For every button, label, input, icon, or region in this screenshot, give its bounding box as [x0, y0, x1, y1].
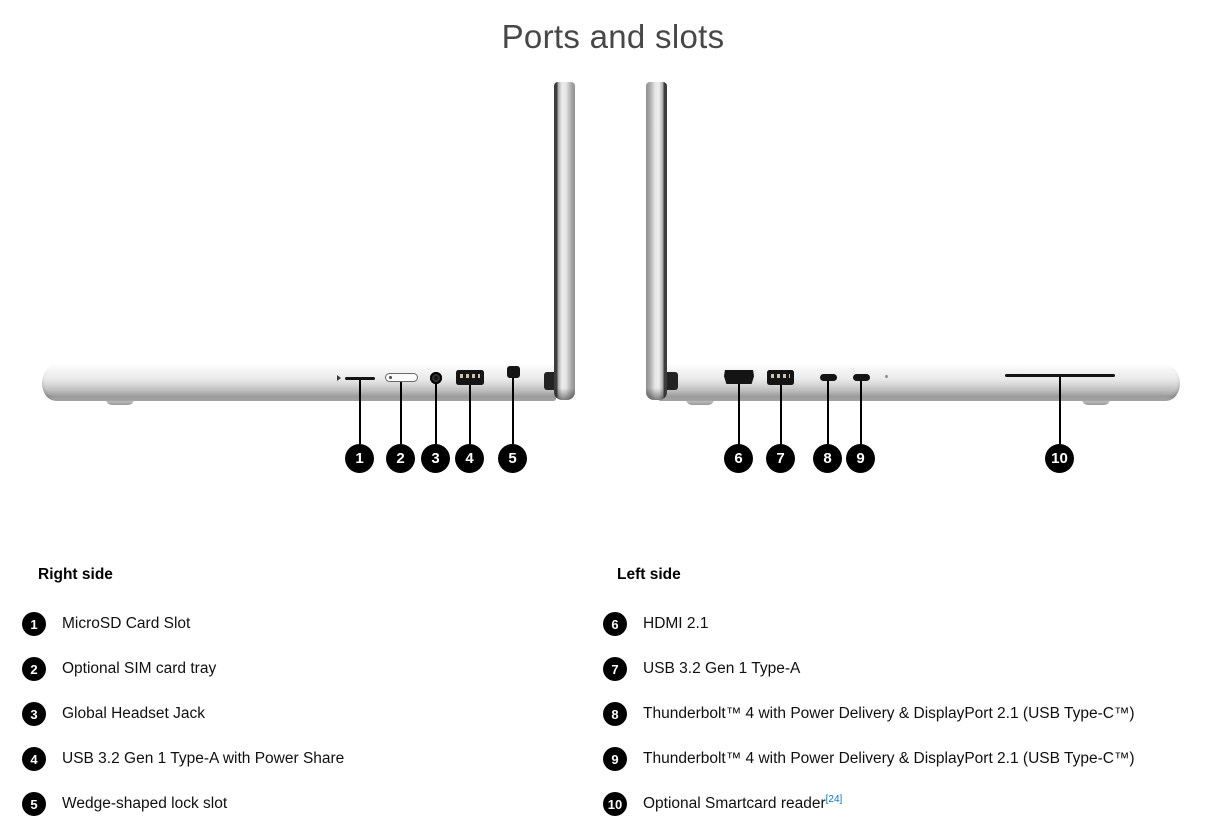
callout-9: 9 — [846, 444, 875, 473]
item-number-badge: 4 — [22, 747, 46, 771]
item-label: Thunderbolt™ 4 with Power Delivery & DisplayPort 2.1 (USB Type-C™) — [643, 705, 1135, 722]
legend-item — [22, 657, 216, 681]
callout-line-5 — [512, 378, 514, 444]
item-label — [643, 795, 842, 813]
right-side-heading: Right side — [38, 566, 113, 583]
callout-line-2 — [400, 382, 402, 444]
callout-4: 4 — [455, 444, 484, 473]
legend-item — [603, 747, 1135, 771]
legend-item — [22, 747, 344, 771]
item-label: Thunderbolt™ 4 with Power Delivery & DisplayPort 2.1 (USB Type-C™) — [643, 750, 1135, 767]
callout-line-7 — [780, 385, 782, 444]
legend-item — [603, 792, 842, 816]
item-number-badge: 7 — [603, 657, 627, 681]
item-number-badge: 10 — [603, 792, 627, 816]
microsd-marker-icon — [337, 375, 341, 381]
legend-item — [22, 612, 190, 636]
callout-line-4 — [469, 385, 471, 444]
callout-10: 10 — [1045, 444, 1074, 473]
callout-6: 6 — [724, 444, 753, 473]
wedge-lock-slot — [507, 366, 520, 378]
callout-line-6 — [738, 384, 740, 444]
item-number-badge: 3 — [22, 702, 46, 726]
footnote-link-24[interactable]: [24] — [825, 793, 843, 805]
callout-line-3 — [435, 384, 437, 444]
legend-item — [603, 657, 800, 681]
usb-c-port-2 — [853, 374, 870, 381]
battery-status-led — [885, 375, 888, 378]
item-number-badge: 9 — [603, 747, 627, 771]
item-label: Optional SIM card tray — [62, 660, 217, 677]
callout-line-8 — [827, 381, 829, 444]
item-label: USB 3.2 Gen 1 Type-A with Power Share — [62, 750, 345, 767]
item-number-badge: 8 — [603, 702, 627, 726]
callout-2: 2 — [386, 444, 415, 473]
laptop-hinge — [666, 372, 678, 390]
item-label: USB 3.2 Gen 1 Type-A — [643, 660, 801, 677]
callout-8: 8 — [813, 444, 842, 473]
item-label: Wedge-shaped lock slot — [62, 795, 228, 812]
laptop-screen — [554, 82, 575, 400]
item-number-badge: 1 — [22, 612, 46, 636]
usb-a-port — [456, 370, 484, 385]
sim-card-tray — [385, 373, 418, 382]
left-side-heading: Left side — [617, 566, 681, 583]
callout-line-10 — [1059, 377, 1061, 444]
item-number-badge: 2 — [22, 657, 46, 681]
callout-5: 5 — [498, 444, 527, 473]
headset-jack — [430, 372, 442, 384]
page-title: Ports and slots — [501, 18, 725, 55]
callout-line-9 — [860, 381, 862, 444]
usb-a-port — [767, 370, 794, 385]
laptop-screen — [646, 82, 667, 400]
item-label-text: Optional Smartcard reader — [643, 795, 826, 812]
callout-3: 3 — [421, 444, 450, 473]
item-label: HDMI 2.1 — [643, 615, 709, 632]
callout-line-1 — [359, 380, 361, 444]
hdmi-port — [724, 370, 754, 384]
legend-item — [603, 612, 708, 636]
legend-item — [22, 702, 205, 726]
legend-item — [603, 702, 1135, 726]
usb-c-port-1 — [820, 374, 837, 381]
item-label: MicroSD Card Slot — [62, 615, 191, 632]
item-label: Global Headset Jack — [62, 705, 206, 722]
callout-1: 1 — [345, 444, 374, 473]
item-number-badge: 6 — [603, 612, 627, 636]
callout-7: 7 — [766, 444, 795, 473]
legend-item — [22, 792, 227, 816]
item-number-badge: 5 — [22, 792, 46, 816]
